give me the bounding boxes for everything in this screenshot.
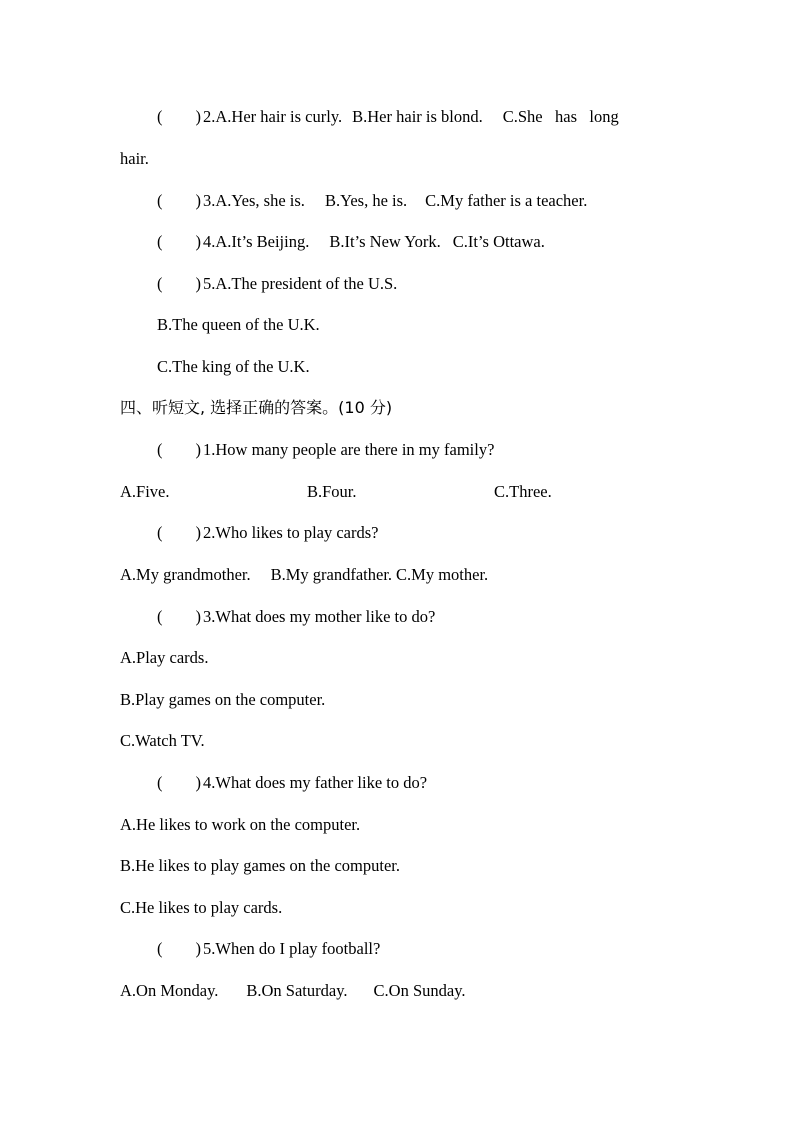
s3-q2-option-c-continued: hair. bbox=[120, 149, 149, 168]
answer-blank[interactable]: ( ) bbox=[157, 440, 201, 459]
s4-q5-option-c: C.On Sunday. bbox=[373, 981, 466, 1000]
answer-blank[interactable]: ( ) bbox=[157, 232, 201, 251]
s4-q2-option-c: C.My mother. bbox=[396, 565, 489, 584]
s4-q2-option-a: A.My grandmother. bbox=[120, 565, 251, 584]
answer-blank[interactable]: ( ) bbox=[157, 607, 201, 626]
s4-q5-question: 5.When do I play football? bbox=[203, 939, 381, 958]
answer-blank[interactable]: ( ) bbox=[157, 773, 201, 792]
s4-q1-option-b: B.Four. bbox=[307, 482, 357, 501]
s4-q5-option-b: B.On Saturday. bbox=[246, 981, 348, 1000]
answer-blank[interactable]: ( ) bbox=[157, 107, 201, 126]
s3-q5-option-a: 5.A.The president of the U.S. bbox=[203, 274, 398, 293]
s3-q4-line bbox=[157, 232, 545, 252]
s4-q5-option-a: A.On Monday. bbox=[120, 981, 219, 1000]
s3-q5-option-b: B.The queen of the U.K. bbox=[157, 315, 320, 334]
s3-q4-option-b: B.It’s New York. bbox=[329, 232, 441, 251]
s3-q3-option-c: C.My father is a teacher. bbox=[425, 191, 588, 210]
s4-q1-option-a: A.Five. bbox=[120, 482, 170, 501]
s4-q3-option-c: C.Watch TV. bbox=[120, 731, 205, 750]
s3-q2-option-b: B.Her hair is blond. bbox=[352, 107, 483, 126]
answer-blank[interactable]: ( ) bbox=[157, 523, 201, 542]
s4-q3-option-b: B.Play games on the computer. bbox=[120, 690, 326, 709]
s4-q4-option-b: B.He likes to play games on the computer. bbox=[120, 856, 400, 875]
s4-q2-option-b: B.My grandfather. bbox=[270, 565, 393, 584]
s3-q2-option-a: 2.A.Her hair is curly. bbox=[203, 107, 343, 126]
s4-q4-line bbox=[157, 773, 427, 793]
s3-q3-line bbox=[157, 191, 587, 211]
s3-q3-option-b: B.Yes, he is. bbox=[324, 191, 408, 210]
answer-blank[interactable]: ( ) bbox=[157, 939, 201, 958]
s4-q4-question: 4.What does my father like to do? bbox=[203, 773, 428, 792]
s3-q4-option-c: C.It’s Ottawa. bbox=[452, 232, 545, 251]
s4-q3-line bbox=[157, 607, 435, 627]
s4-q2-line bbox=[157, 523, 379, 543]
s4-q4-option-a: A.He likes to work on the computer. bbox=[120, 815, 361, 834]
s4-q1-option-c: C.Three. bbox=[494, 482, 552, 501]
s4-q1-line bbox=[157, 440, 494, 460]
s4-q5-line bbox=[157, 939, 380, 959]
s3-q4-option-a: 4.A.It’s Beijing. bbox=[203, 232, 310, 251]
s4-q3-question: 3.What does my mother like to do? bbox=[203, 607, 436, 626]
s4-q5-options bbox=[120, 981, 466, 1001]
answer-blank[interactable]: ( ) bbox=[157, 274, 201, 293]
s3-q2-option-c: C.She has long bbox=[502, 107, 619, 126]
section4-heading: 四、听短文, 选择正确的答案。(10 分) bbox=[120, 398, 393, 417]
s3-q5-option-c: C.The king of the U.K. bbox=[157, 357, 310, 376]
s4-q1-question: 1.How many people are there in my family? bbox=[203, 440, 495, 459]
s4-q2-question: 2.Who likes to play cards? bbox=[203, 523, 379, 542]
s4-q2-options bbox=[120, 565, 488, 585]
s3-q2-line bbox=[157, 107, 619, 127]
s3-q5-line bbox=[157, 274, 397, 294]
s3-q3-option-a: 3.A.Yes, she is. bbox=[203, 191, 305, 210]
s4-q4-option-c: C.He likes to play cards. bbox=[120, 898, 283, 917]
s4-q3-option-a: A.Play cards. bbox=[120, 648, 209, 667]
answer-blank[interactable]: ( ) bbox=[157, 191, 201, 210]
